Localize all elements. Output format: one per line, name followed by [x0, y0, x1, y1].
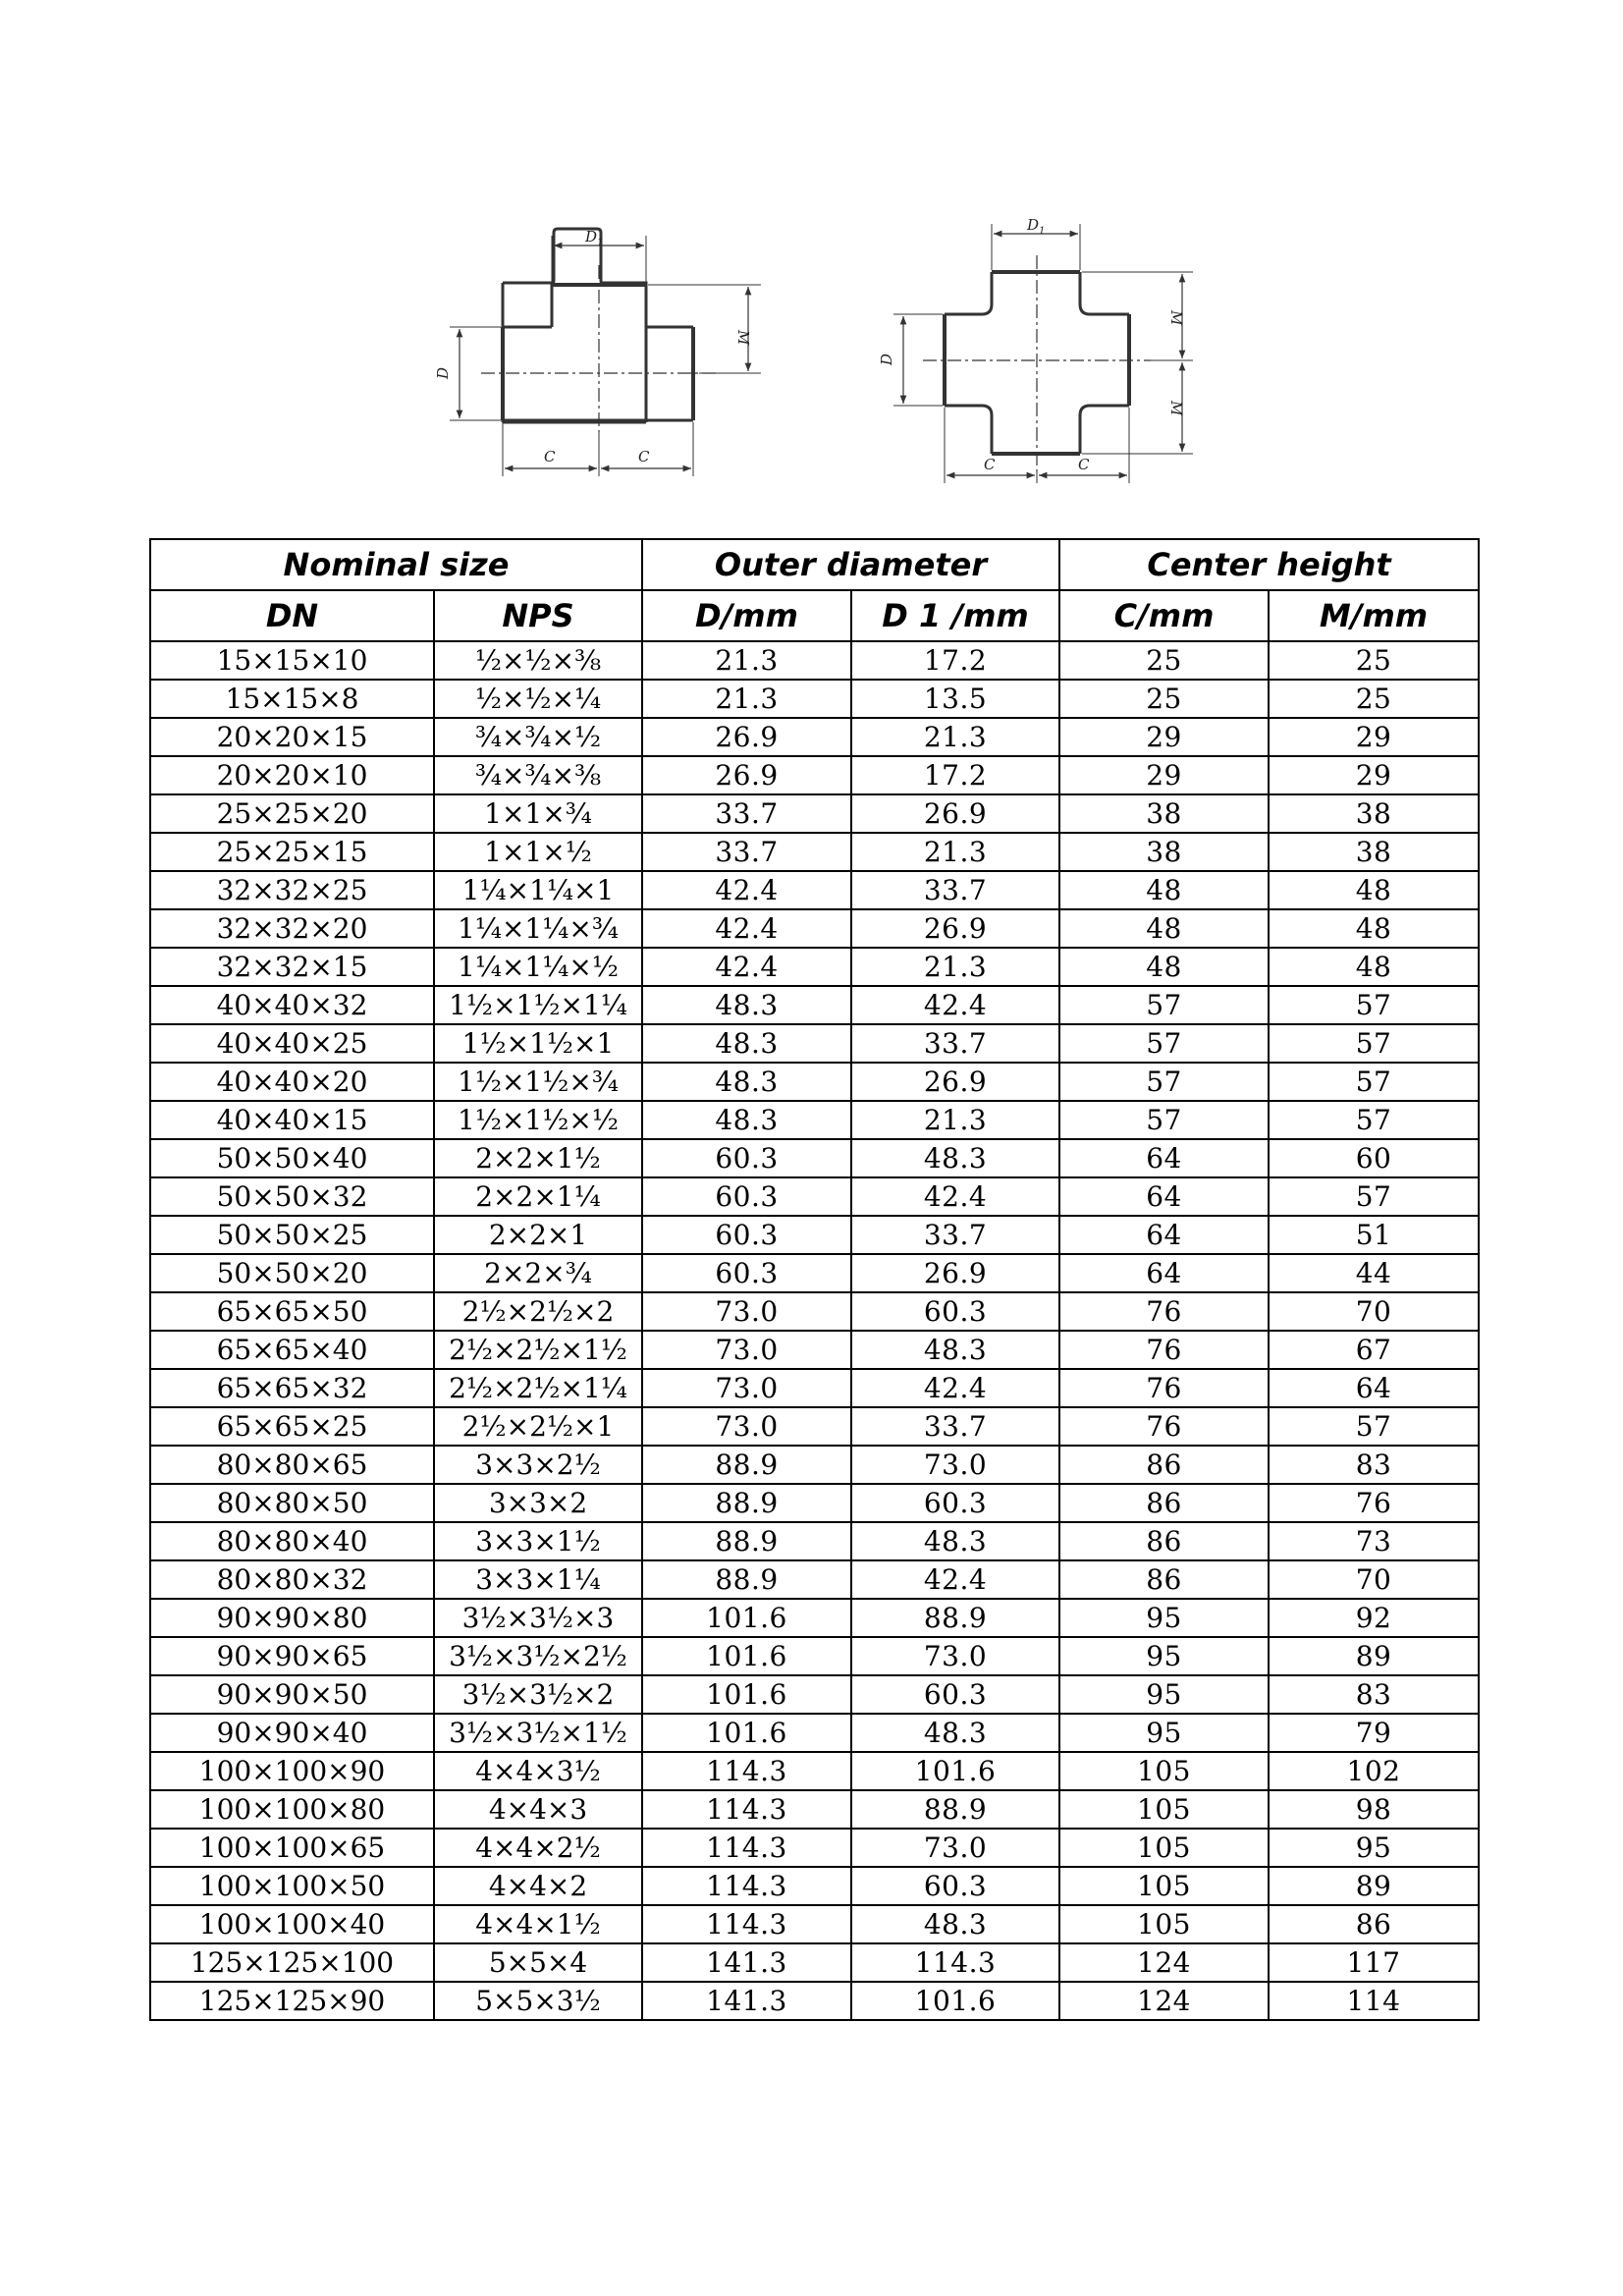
dn-cell: 32×32×15 — [150, 948, 434, 986]
tee-diagram — [450, 229, 761, 476]
d1-cell: 48.3 — [851, 1905, 1059, 1943]
m-cell: 98 — [1269, 1790, 1479, 1829]
table-row — [150, 871, 1479, 909]
dn-cell: 80×80×50 — [150, 1484, 434, 1522]
d-cell: 33.7 — [642, 794, 851, 833]
m-cell: 83 — [1269, 1675, 1479, 1714]
c-cell: 86 — [1059, 1522, 1269, 1560]
d-cell: 48.3 — [642, 986, 851, 1024]
dn-cell: 50×50×20 — [150, 1254, 434, 1292]
d-cell: 114.3 — [642, 1790, 851, 1829]
table-row — [150, 1790, 1479, 1829]
c-cell: 124 — [1059, 1943, 1269, 1982]
d-cell: 88.9 — [642, 1522, 851, 1560]
dn-cell: 65×65×25 — [150, 1407, 434, 1446]
c-cell: 48 — [1059, 948, 1269, 986]
nps-cell: 1×1×¾ — [434, 794, 642, 833]
nps-cell: 4×4×3 — [434, 1790, 642, 1829]
nps-cell: ½×½×⅜ — [434, 641, 642, 680]
m-cell: 51 — [1269, 1216, 1479, 1254]
table-row — [150, 1560, 1479, 1599]
table-row — [150, 1177, 1479, 1216]
dn-cell: 125×125×90 — [150, 1982, 434, 2020]
nps-cell: 1½×1½×1 — [434, 1024, 642, 1063]
c-cell: 29 — [1059, 756, 1269, 794]
c-cell: 86 — [1059, 1446, 1269, 1484]
c-cell: 57 — [1059, 1101, 1269, 1139]
d1-cell: 101.6 — [851, 1982, 1059, 2020]
c-cell: 64 — [1059, 1254, 1269, 1292]
d-cell: 141.3 — [642, 1943, 851, 1982]
dn-cell: 90×90×80 — [150, 1599, 434, 1637]
cross-diagram — [893, 224, 1193, 483]
table-row — [150, 1139, 1479, 1177]
nps-cell: 4×4×1½ — [434, 1905, 642, 1943]
d-cell: 73.0 — [642, 1331, 851, 1369]
nps-cell: 3×3×2 — [434, 1484, 642, 1522]
d1-cell: 42.4 — [851, 986, 1059, 1024]
c-cell: 48 — [1059, 871, 1269, 909]
c-cell: 76 — [1059, 1369, 1269, 1407]
table-row — [150, 1943, 1479, 1982]
d1-cell: 26.9 — [851, 909, 1059, 948]
c-cell: 95 — [1059, 1675, 1269, 1714]
d1-cell: 73.0 — [851, 1637, 1059, 1675]
column-header-row — [150, 590, 1479, 641]
table-row — [150, 718, 1479, 756]
d-cell: 101.6 — [642, 1675, 851, 1714]
d-cell: 60.3 — [642, 1177, 851, 1216]
m-cell: 48 — [1269, 871, 1479, 909]
dn-cell: 25×25×20 — [150, 794, 434, 833]
nps-cell: 2×2×¾ — [434, 1254, 642, 1292]
nps-cell: 1½×1½×1¼ — [434, 986, 642, 1024]
d-cell: 88.9 — [642, 1446, 851, 1484]
m-cell: 76 — [1269, 1484, 1479, 1522]
c-cell: 38 — [1059, 833, 1269, 871]
d-cell: 114.3 — [642, 1752, 851, 1790]
table-row — [150, 1024, 1479, 1063]
d1-cell: 88.9 — [851, 1599, 1059, 1637]
cross-m-label-bottom: M — [1167, 401, 1185, 416]
d-cell: 101.6 — [642, 1637, 851, 1675]
d1-cell: 33.7 — [851, 871, 1059, 909]
nps-cell: 1¼×1¼×½ — [434, 948, 642, 986]
d1-cell: 114.3 — [851, 1943, 1059, 1982]
m-cell: 57 — [1269, 986, 1479, 1024]
d1-cell: 88.9 — [851, 1790, 1059, 1829]
nps-cell: 2½×2½×1¼ — [434, 1369, 642, 1407]
d-cell: 60.3 — [642, 1254, 851, 1292]
dn-cell: 15×15×8 — [150, 680, 434, 718]
m-cell: 57 — [1269, 1024, 1479, 1063]
d-cell: 21.3 — [642, 680, 851, 718]
c-cell: 25 — [1059, 641, 1269, 680]
table-row — [150, 1063, 1479, 1101]
c-cell: 57 — [1059, 1063, 1269, 1101]
cross-c-label-left: C — [984, 456, 996, 473]
m-cell: 86 — [1269, 1905, 1479, 1943]
d1-cell: 101.6 — [851, 1752, 1059, 1790]
d1-cell: 42.4 — [851, 1177, 1059, 1216]
nps-cell: 4×4×2½ — [434, 1829, 642, 1867]
d1-cell: 42.4 — [851, 1369, 1059, 1407]
nps-cell: ¾×¾×½ — [434, 718, 642, 756]
dn-cell: 50×50×40 — [150, 1139, 434, 1177]
c-cell: 48 — [1059, 909, 1269, 948]
m-cell: 57 — [1269, 1177, 1479, 1216]
m-cell: 57 — [1269, 1407, 1479, 1446]
d-cell: 26.9 — [642, 718, 851, 756]
dn-cell: 40×40×25 — [150, 1024, 434, 1063]
m-cell: 25 — [1269, 641, 1479, 680]
dn-cell: 20×20×15 — [150, 718, 434, 756]
c-cell: 64 — [1059, 1177, 1269, 1216]
dn-cell: 50×50×32 — [150, 1177, 434, 1216]
m-cell: 89 — [1269, 1867, 1479, 1905]
tee-d-label: D — [434, 366, 452, 379]
d-cell: 88.9 — [642, 1560, 851, 1599]
d1-cell: 73.0 — [851, 1446, 1059, 1484]
c-cell: 57 — [1059, 1024, 1269, 1063]
table-row — [150, 1292, 1479, 1331]
dn-cell: 100×100×80 — [150, 1790, 434, 1829]
d-cell: 73.0 — [642, 1369, 851, 1407]
d1-cell: 21.3 — [851, 718, 1059, 756]
col-header-m: M/mm — [1269, 590, 1479, 641]
nps-cell: 3×3×1¼ — [434, 1560, 642, 1599]
d1-cell: 17.2 — [851, 756, 1059, 794]
table-row — [150, 833, 1479, 871]
table-row — [150, 1905, 1479, 1943]
c-cell: 95 — [1059, 1599, 1269, 1637]
dn-cell: 25×25×15 — [150, 833, 434, 871]
m-cell: 70 — [1269, 1292, 1479, 1331]
dn-cell: 15×15×10 — [150, 641, 434, 680]
nps-cell: ¾×¾×⅜ — [434, 756, 642, 794]
dn-cell: 80×80×65 — [150, 1446, 434, 1484]
c-cell: 105 — [1059, 1752, 1269, 1790]
c-cell: 105 — [1059, 1829, 1269, 1867]
nps-cell: 3½×3½×1½ — [434, 1714, 642, 1752]
d-cell: 73.0 — [642, 1407, 851, 1446]
table-row — [150, 794, 1479, 833]
m-cell: 38 — [1269, 794, 1479, 833]
dn-cell: 40×40×20 — [150, 1063, 434, 1101]
table-row — [150, 1254, 1479, 1292]
c-cell: 124 — [1059, 1982, 1269, 2020]
group-header-row — [150, 539, 1479, 590]
m-cell: 29 — [1269, 756, 1479, 794]
d1-cell: 60.3 — [851, 1675, 1059, 1714]
m-cell: 57 — [1269, 1101, 1479, 1139]
d-cell: 114.3 — [642, 1867, 851, 1905]
nps-cell: 2×2×1½ — [434, 1139, 642, 1177]
dimension-table — [149, 538, 1480, 2021]
d-cell: 60.3 — [642, 1216, 851, 1254]
c-cell: 86 — [1059, 1484, 1269, 1522]
dn-cell: 65×65×40 — [150, 1331, 434, 1369]
m-cell: 57 — [1269, 1063, 1479, 1101]
dn-cell: 100×100×50 — [150, 1867, 434, 1905]
cross-d-label: D — [878, 353, 895, 365]
d-cell: 33.7 — [642, 833, 851, 871]
c-cell: 105 — [1059, 1867, 1269, 1905]
d1-cell: 48.3 — [851, 1714, 1059, 1752]
dn-cell: 32×32×25 — [150, 871, 434, 909]
m-cell: 89 — [1269, 1637, 1479, 1675]
c-cell: 64 — [1059, 1216, 1269, 1254]
m-cell: 60 — [1269, 1139, 1479, 1177]
c-cell: 105 — [1059, 1905, 1269, 1943]
d1-cell: 26.9 — [851, 794, 1059, 833]
d1-cell: 21.3 — [851, 1101, 1059, 1139]
nps-cell: 2½×2½×2 — [434, 1292, 642, 1331]
table-row — [150, 1752, 1479, 1790]
nps-cell: 3½×3½×3 — [434, 1599, 642, 1637]
table-row — [150, 1407, 1479, 1446]
m-cell: 29 — [1269, 718, 1479, 756]
d1-cell: 60.3 — [851, 1292, 1059, 1331]
dn-cell: 32×32×20 — [150, 909, 434, 948]
d-cell: 48.3 — [642, 1063, 851, 1101]
d1-cell: 60.3 — [851, 1867, 1059, 1905]
d1-cell: 48.3 — [851, 1331, 1059, 1369]
m-cell: 114 — [1269, 1982, 1479, 2020]
nps-cell: 1½×1½×¾ — [434, 1063, 642, 1101]
d1-cell: 42.4 — [851, 1560, 1059, 1599]
dn-cell: 65×65×50 — [150, 1292, 434, 1331]
m-cell: 95 — [1269, 1829, 1479, 1867]
nps-cell: 2½×2½×1 — [434, 1407, 642, 1446]
d-cell: 26.9 — [642, 756, 851, 794]
m-cell: 70 — [1269, 1560, 1479, 1599]
d-cell: 48.3 — [642, 1101, 851, 1139]
d-cell: 42.4 — [642, 948, 851, 986]
d1-cell: 21.3 — [851, 833, 1059, 871]
m-cell: 48 — [1269, 909, 1479, 948]
c-cell: 64 — [1059, 1139, 1269, 1177]
d-cell: 42.4 — [642, 909, 851, 948]
cross-c-label-right: C — [1078, 456, 1090, 473]
table-row — [150, 1216, 1479, 1254]
table-row — [150, 986, 1479, 1024]
table-row — [150, 1331, 1479, 1369]
d-cell: 141.3 — [642, 1982, 851, 2020]
d1-cell: 21.3 — [851, 948, 1059, 986]
dn-cell: 90×90×50 — [150, 1675, 434, 1714]
c-cell: 76 — [1059, 1292, 1269, 1331]
table-row — [150, 1675, 1479, 1714]
nps-cell: 4×4×2 — [434, 1867, 642, 1905]
m-cell: 67 — [1269, 1331, 1479, 1369]
m-cell: 25 — [1269, 680, 1479, 718]
c-cell: 105 — [1059, 1790, 1269, 1829]
d1-cell: 33.7 — [851, 1407, 1059, 1446]
header-center-height: Center height — [1059, 539, 1479, 590]
d-cell: 114.3 — [642, 1829, 851, 1867]
c-cell: 95 — [1059, 1714, 1269, 1752]
table-row — [150, 680, 1479, 718]
nps-cell: 3½×3½×2½ — [434, 1637, 642, 1675]
nps-cell: 2×2×1¼ — [434, 1177, 642, 1216]
dn-cell: 100×100×90 — [150, 1752, 434, 1790]
d1-cell: 26.9 — [851, 1254, 1059, 1292]
col-header-c: C/mm — [1059, 590, 1269, 641]
col-header-dn: DN — [150, 590, 434, 641]
m-cell: 48 — [1269, 948, 1479, 986]
nps-cell: 2½×2½×1½ — [434, 1331, 642, 1369]
d1-cell: 13.5 — [851, 680, 1059, 718]
nps-cell: 3½×3½×2 — [434, 1675, 642, 1714]
table-row — [150, 1369, 1479, 1407]
table-row — [150, 1829, 1479, 1867]
m-cell: 83 — [1269, 1446, 1479, 1484]
dn-cell: 65×65×32 — [150, 1369, 434, 1407]
table-row — [150, 1982, 1479, 2020]
m-cell: 64 — [1269, 1369, 1479, 1407]
table-row — [150, 641, 1479, 680]
nps-cell: 5×5×4 — [434, 1943, 642, 1982]
table-row — [150, 1522, 1479, 1560]
dn-cell: 100×100×65 — [150, 1829, 434, 1867]
tee-c-label-left: C — [544, 448, 556, 465]
nps-cell: 1¼×1¼×1 — [434, 871, 642, 909]
col-header-d1: D 1 /mm — [851, 590, 1059, 641]
nps-cell: 1¼×1¼×¾ — [434, 909, 642, 948]
d-cell: 21.3 — [642, 641, 851, 680]
d1-cell: 33.7 — [851, 1024, 1059, 1063]
tee-d1-label: $D_1$ — [585, 228, 604, 248]
dn-cell: 100×100×40 — [150, 1905, 434, 1943]
table-row — [150, 1599, 1479, 1637]
d1-cell: 17.2 — [851, 641, 1059, 680]
nps-cell: ½×½×¼ — [434, 680, 642, 718]
table-row — [150, 1484, 1479, 1522]
fitting-diagrams — [0, 0, 1623, 530]
dn-cell: 40×40×15 — [150, 1101, 434, 1139]
table-body — [150, 641, 1479, 2020]
dn-cell: 125×125×100 — [150, 1943, 434, 1982]
header-nominal-size: Nominal size — [150, 539, 642, 590]
d1-cell: 48.3 — [851, 1522, 1059, 1560]
d1-cell: 60.3 — [851, 1484, 1059, 1522]
dn-cell: 90×90×65 — [150, 1637, 434, 1675]
m-cell: 38 — [1269, 833, 1479, 871]
d-cell: 60.3 — [642, 1139, 851, 1177]
col-header-nps: NPS — [434, 590, 642, 641]
cross-m-label-top: M — [1167, 310, 1185, 326]
dn-cell: 80×80×32 — [150, 1560, 434, 1599]
c-cell: 25 — [1059, 680, 1269, 718]
table-row — [150, 1714, 1479, 1752]
d-cell: 73.0 — [642, 1292, 851, 1331]
c-cell: 76 — [1059, 1331, 1269, 1369]
m-cell: 102 — [1269, 1752, 1479, 1790]
dn-cell: 50×50×25 — [150, 1216, 434, 1254]
col-header-d: D/mm — [642, 590, 851, 641]
table-row — [150, 909, 1479, 948]
m-cell: 79 — [1269, 1714, 1479, 1752]
d1-cell: 33.7 — [851, 1216, 1059, 1254]
d-cell: 88.9 — [642, 1484, 851, 1522]
c-cell: 95 — [1059, 1637, 1269, 1675]
table-row — [150, 1101, 1479, 1139]
d-cell: 101.6 — [642, 1599, 851, 1637]
d1-cell: 48.3 — [851, 1139, 1059, 1177]
table-row — [150, 756, 1479, 794]
m-cell: 117 — [1269, 1943, 1479, 1982]
table-row — [150, 1446, 1479, 1484]
nps-cell: 1½×1½×½ — [434, 1101, 642, 1139]
d1-cell: 26.9 — [851, 1063, 1059, 1101]
dn-cell: 20×20×10 — [150, 756, 434, 794]
tee-c-label-right: C — [638, 448, 650, 465]
c-cell: 38 — [1059, 794, 1269, 833]
nps-cell: 4×4×3½ — [434, 1752, 642, 1790]
nps-cell: 3×3×1½ — [434, 1522, 642, 1560]
nps-cell: 2×2×1 — [434, 1216, 642, 1254]
table-row — [150, 1867, 1479, 1905]
dn-cell: 80×80×40 — [150, 1522, 434, 1560]
m-cell: 92 — [1269, 1599, 1479, 1637]
table-row — [150, 948, 1479, 986]
nps-cell: 3×3×2½ — [434, 1446, 642, 1484]
c-cell: 76 — [1059, 1407, 1269, 1446]
c-cell: 57 — [1059, 986, 1269, 1024]
dn-cell: 40×40×32 — [150, 986, 434, 1024]
table-row — [150, 1637, 1479, 1675]
d-cell: 42.4 — [642, 871, 851, 909]
m-cell: 44 — [1269, 1254, 1479, 1292]
dn-cell: 90×90×40 — [150, 1714, 434, 1752]
nps-cell: 5×5×3½ — [434, 1982, 642, 2020]
d-cell: 48.3 — [642, 1024, 851, 1063]
d-cell: 114.3 — [642, 1905, 851, 1943]
nps-cell: 1×1×½ — [434, 833, 642, 871]
c-cell: 29 — [1059, 718, 1269, 756]
header-outer-diameter: Outer diameter — [642, 539, 1059, 590]
cross-d1-label: $D_1$ — [1027, 216, 1046, 237]
c-cell: 86 — [1059, 1560, 1269, 1599]
tee-m-label: M — [734, 330, 752, 346]
d-cell: 101.6 — [642, 1714, 851, 1752]
d1-cell: 73.0 — [851, 1829, 1059, 1867]
m-cell: 73 — [1269, 1522, 1479, 1560]
